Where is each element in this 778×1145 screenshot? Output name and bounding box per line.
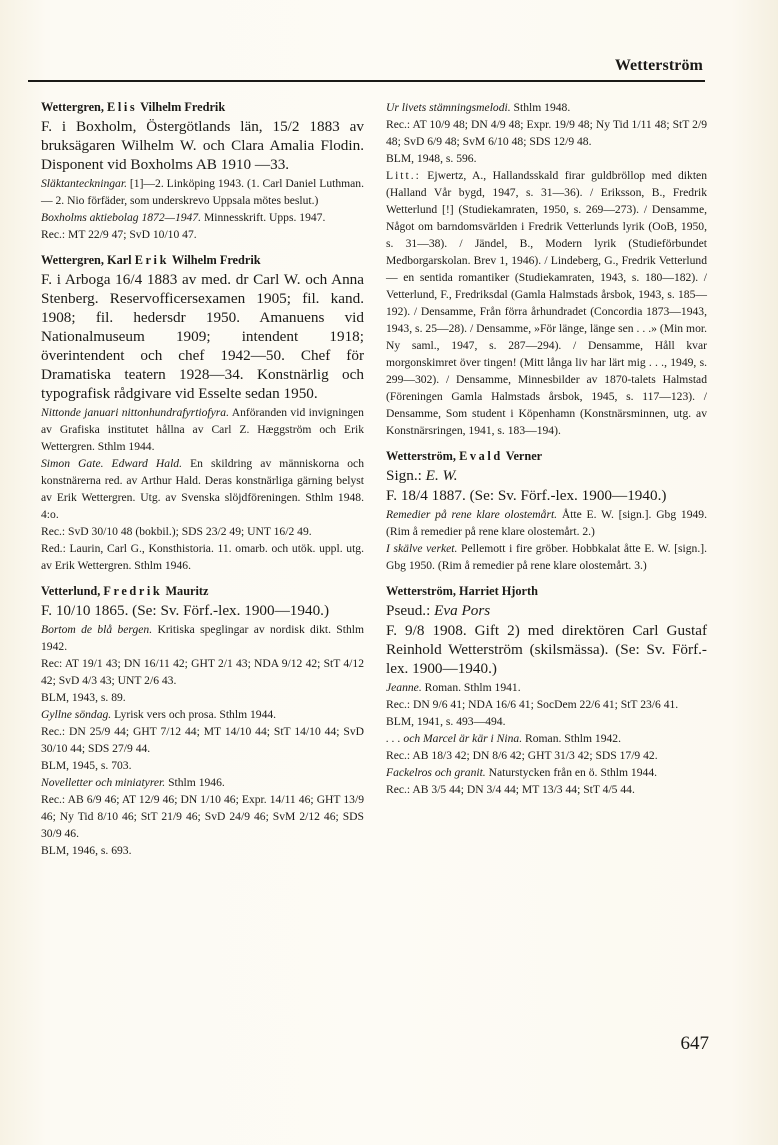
blm-reference: BLM, 1941, s. 493—494.	[386, 715, 506, 728]
work-details: Anföranden vid invigningen av Grafiska institutet hållna av Carl Z. Hæggström och Erik Wettergren. Sthlm 1944.	[41, 406, 364, 453]
work-item	[386, 730, 707, 747]
blm-reference: BLM, 1945, s. 703.	[41, 759, 132, 772]
entry-heading	[41, 252, 364, 269]
biography: F. 18/4 1887. (Se: Sv. Förf.-lex. 1900—1940.)	[386, 487, 667, 504]
work-title: Remedier på rene klare olostemårt.	[386, 508, 558, 521]
work-details: Sthlm 1946.	[165, 776, 225, 789]
entry-heading	[386, 583, 707, 600]
work-item	[41, 404, 364, 455]
review-list: Rec.: MT 22/9 47; SvD 10/10 47.	[41, 228, 197, 241]
biography: F. i Boxholm, Östergötlands län, 15/2 1883 av bruksägaren Wilhelm W. och Clara Amalia Flodin. Disponent vid Boxholms AB 1910 —33.	[41, 118, 364, 173]
review-list: Rec.: AB 18/3 42; DN 8/6 42; GHT 31/3 42; SDS 17/9 42.	[386, 749, 658, 762]
surname: Wetterström, Harriet Hjorth	[386, 584, 538, 598]
work-details: Sthlm 1948.	[510, 101, 571, 114]
surname: Wettergren, Karl	[41, 253, 132, 267]
given-name-primary: Erik	[134, 253, 170, 267]
review-list: Rec.: DN 9/6 41; NDA 16/6 41; SocDem 22/6 41; StT 23/6 41.	[386, 698, 679, 711]
work-details: Naturstycken från en ö. Sthlm 1944.	[485, 766, 658, 779]
left-column	[41, 99, 364, 868]
biography: F. i Arboga 16/4 1883 av med. dr Carl W. och Anna Stenberg. Reservofficersexamen 1905; fil. kand. 1908; fil. hedersdr 1950. Amanuens vid Nationalmuseum 1909; intendent 1918; överintendent och chef 1942—50. Chef för Dramatiska teatern 1928—34. Konstnärlig och typografisk rådgivare vid Esselte sedan 1950.	[41, 271, 364, 402]
pseudonym-label: Pseud.:	[386, 602, 435, 619]
entry-wettergren-elis	[41, 99, 364, 243]
blm-reference: BLM, 1948, s. 596.	[386, 152, 477, 165]
work-title: Jeanne.	[386, 681, 422, 694]
work-title: Nittonde januari nittonhundrafyrtiofyra.	[41, 406, 230, 419]
signature-label: Sign.:	[386, 467, 426, 484]
entry-wetterstrom-harriet	[386, 583, 707, 798]
work-details: En skildring av människorna och konstnärerna red. av Arthur Hald. Deras konstnärliga gärning belyst av Erik Wettergren. Utg. av Svenska slöjdföreningen. Sthlm 1948. 4:o.	[41, 457, 364, 521]
work-title: Fackelros och granit.	[386, 766, 486, 779]
work-details: Minnesskrift. Upps. 1947.	[201, 211, 326, 224]
given-name-rest: Mauritz	[165, 584, 209, 598]
work-details: Roman. Sthlm 1942.	[522, 732, 621, 745]
pseudonym-line	[386, 601, 707, 620]
given-name-primary: Fredrik	[103, 584, 163, 598]
literature-label: Litt.:	[386, 169, 421, 182]
work-title: Boxholms aktiebolag 1872—1947.	[41, 211, 202, 224]
work-title: . . . och Marcel är kär i Nina.	[386, 732, 523, 745]
entry-heading	[386, 448, 707, 465]
given-name-rest: Verner	[505, 449, 543, 463]
work-item	[386, 764, 707, 781]
given-name-rest: Wilhelm Fredrik	[171, 253, 261, 267]
editor-note: Red.: Laurin, Carl G., Konsthistoria. 11. omarb. och utök. uppl. utg. av Erik Wettergren. Sthlm 1946.	[41, 542, 364, 572]
biography: F. 10/10 1865. (Se: Sv. Förf.-lex. 1900—1940.)	[41, 602, 330, 619]
work-item	[41, 621, 364, 655]
work-item	[41, 706, 364, 723]
biography: F. 9/8 1908. Gift 2) med direktören Carl Gustaf Reinhold Wetterström (skilsmässa). (Se: Sv. Förf.-lex. 1900—1940.)	[386, 622, 707, 677]
literature-text: Ejwertz, A., Hallandsskald firar guldbröllop med dikten (Halland Vår bygd, 1947, s. 31—36). / Eriksson, B., Fredrik Wetterlund [!] (Studiekamraten, 1950, s. 269—273). / Densamme, Något om barndomsvärlden i Fredrik Vetterlunds lyrik (OoB, 1950, s. 31—38). / Jändel, B., Modern lyrik (Studieförbundet Medborgarskolan. Brev 1, 1946). / Lindeberg, G., Fredrik Vetterlund — en sentida romantiker (Studiekamraten, 1943, s. 180—182). / Vetterlund, F., Fredriksdal (Gamla Halmstads årsbok, 1943, s. 185—192). / Densamme, Från förra århundradet (Concordia 1873—1943, 1943, s. 25—28). / Densamme, »För länge, länge sen . . .» (Min mor. Ny saml., 1947, s. 287—294). / Densamme, Håll kvar morgonskimret över tingen! (Mitt långa liv har lärt mig . . ., 1949, s. 299—302). / Densamme, Minnesbilder av 1870-talets Halmstad (Föreningen Gamla Halmstads årsbok, 1945, s. 117—123). / Densamme, Som student i Köpenhamn (Konstnärsminnen, utg. av Konstnärsringen, 1941, s. 183—194).	[386, 169, 707, 437]
surname: Vetterlund,	[41, 584, 101, 598]
blm-reference: BLM, 1946, s. 693.	[41, 844, 132, 857]
review-list: Rec.: DN 25/9 44; GHT 7/12 44; MT 14/10 44; StT 14/10 44; SvD 30/10 44; SDS 27/9 44.	[41, 725, 364, 755]
work-item	[386, 99, 707, 116]
work-title: Gyllne söndag.	[41, 708, 112, 721]
entry-heading	[41, 99, 364, 116]
work-title: Novelletter och miniatyrer.	[41, 776, 166, 789]
given-name-rest: Vilhelm Fredrik	[140, 100, 226, 114]
page-number: 647	[680, 1033, 709, 1054]
given-name-primary: Evald	[459, 449, 503, 463]
review-list: Rec: AT 19/1 43; DN 16/11 42; GHT 2/1 43; NDA 9/12 42; StT 4/12 42; SvD 4/3 43; UNT 2/6 43.	[41, 657, 364, 687]
work-item	[41, 175, 364, 209]
review-list: Rec.: AT 10/9 48; DN 4/9 48; Expr. 19/9 48; Ny Tid 1/11 48; StT 2/9 48; SvD 6/9 48; SvM 6/10 48; SDS 12/9 48.	[386, 118, 707, 148]
blm-reference: BLM, 1943, s. 89.	[41, 691, 126, 704]
running-head: Wetterström	[614, 57, 703, 74]
entry-wettergren-erik	[41, 252, 364, 574]
work-item	[41, 774, 364, 791]
right-column	[386, 99, 707, 807]
work-details: Pellemott i fire gröber. Hobbkalat åtte E. W. [sign.]. Gbg 1950. (Rim å remedier på rene klare olostemårt. 3.)	[386, 542, 707, 572]
header-rule	[28, 80, 705, 82]
work-title: Ur livets stämningsmelodi.	[386, 101, 511, 114]
signature-line	[386, 466, 707, 485]
review-list: Rec.: AB 3/5 44; DN 3/4 44; MT 13/3 44; StT 4/5 44.	[386, 783, 635, 796]
work-details: Kritiska speglingar av nordisk dikt. Sthlm 1942.	[41, 623, 364, 653]
work-details: Åtte E. W. [sign.]. Gbg 1949. (Rim å remedier på rene klare olostemårt. 2.)	[386, 508, 707, 538]
entry-vetterlund-continued	[386, 99, 707, 439]
entry-wetterstrom-evald	[386, 448, 707, 574]
work-details: Lyrisk vers och prosa. Sthlm 1944.	[111, 708, 277, 721]
review-list: Rec.: SvD 30/10 48 (bokbil.); SDS 23/2 49; UNT 16/2 49.	[41, 525, 312, 538]
literature-list	[386, 167, 707, 439]
work-title: Bortom de blå bergen.	[41, 623, 153, 636]
work-item	[386, 679, 707, 696]
work-title: Släktanteckningar.	[41, 177, 127, 190]
work-item	[41, 455, 364, 523]
work-item	[386, 540, 707, 574]
work-details: Roman. Sthlm 1941.	[421, 681, 521, 694]
surname: Wetterström,	[386, 449, 456, 463]
review-list: Rec.: AB 6/9 46; AT 12/9 46; DN 1/10 46; Expr. 14/11 46; GHT 13/9 46; Ny Tid 8/10 46; StT 21/9 46; SvD 24/9 46; SvM 2/12 46; SDS 30/9 46.	[41, 793, 364, 840]
entry-heading	[41, 583, 364, 600]
surname: Wettergren,	[41, 100, 104, 114]
given-name-primary: Elis	[107, 100, 138, 114]
signature-value: E. W.	[425, 467, 458, 484]
work-item	[386, 506, 707, 540]
entry-vetterlund-fredrik	[41, 583, 364, 859]
work-details: [1]—2. Linköping 1943. (1. Carl Daniel Luthman. — 2. Nio förfäder, som underskrevo Uppsala mötes beslut.)	[41, 177, 364, 207]
pseudonym-value: Eva Pors	[434, 602, 491, 619]
work-title: Simon Gate. Edward Hald.	[41, 457, 182, 470]
work-item	[41, 209, 364, 226]
work-title: I skälve verket.	[386, 542, 458, 555]
